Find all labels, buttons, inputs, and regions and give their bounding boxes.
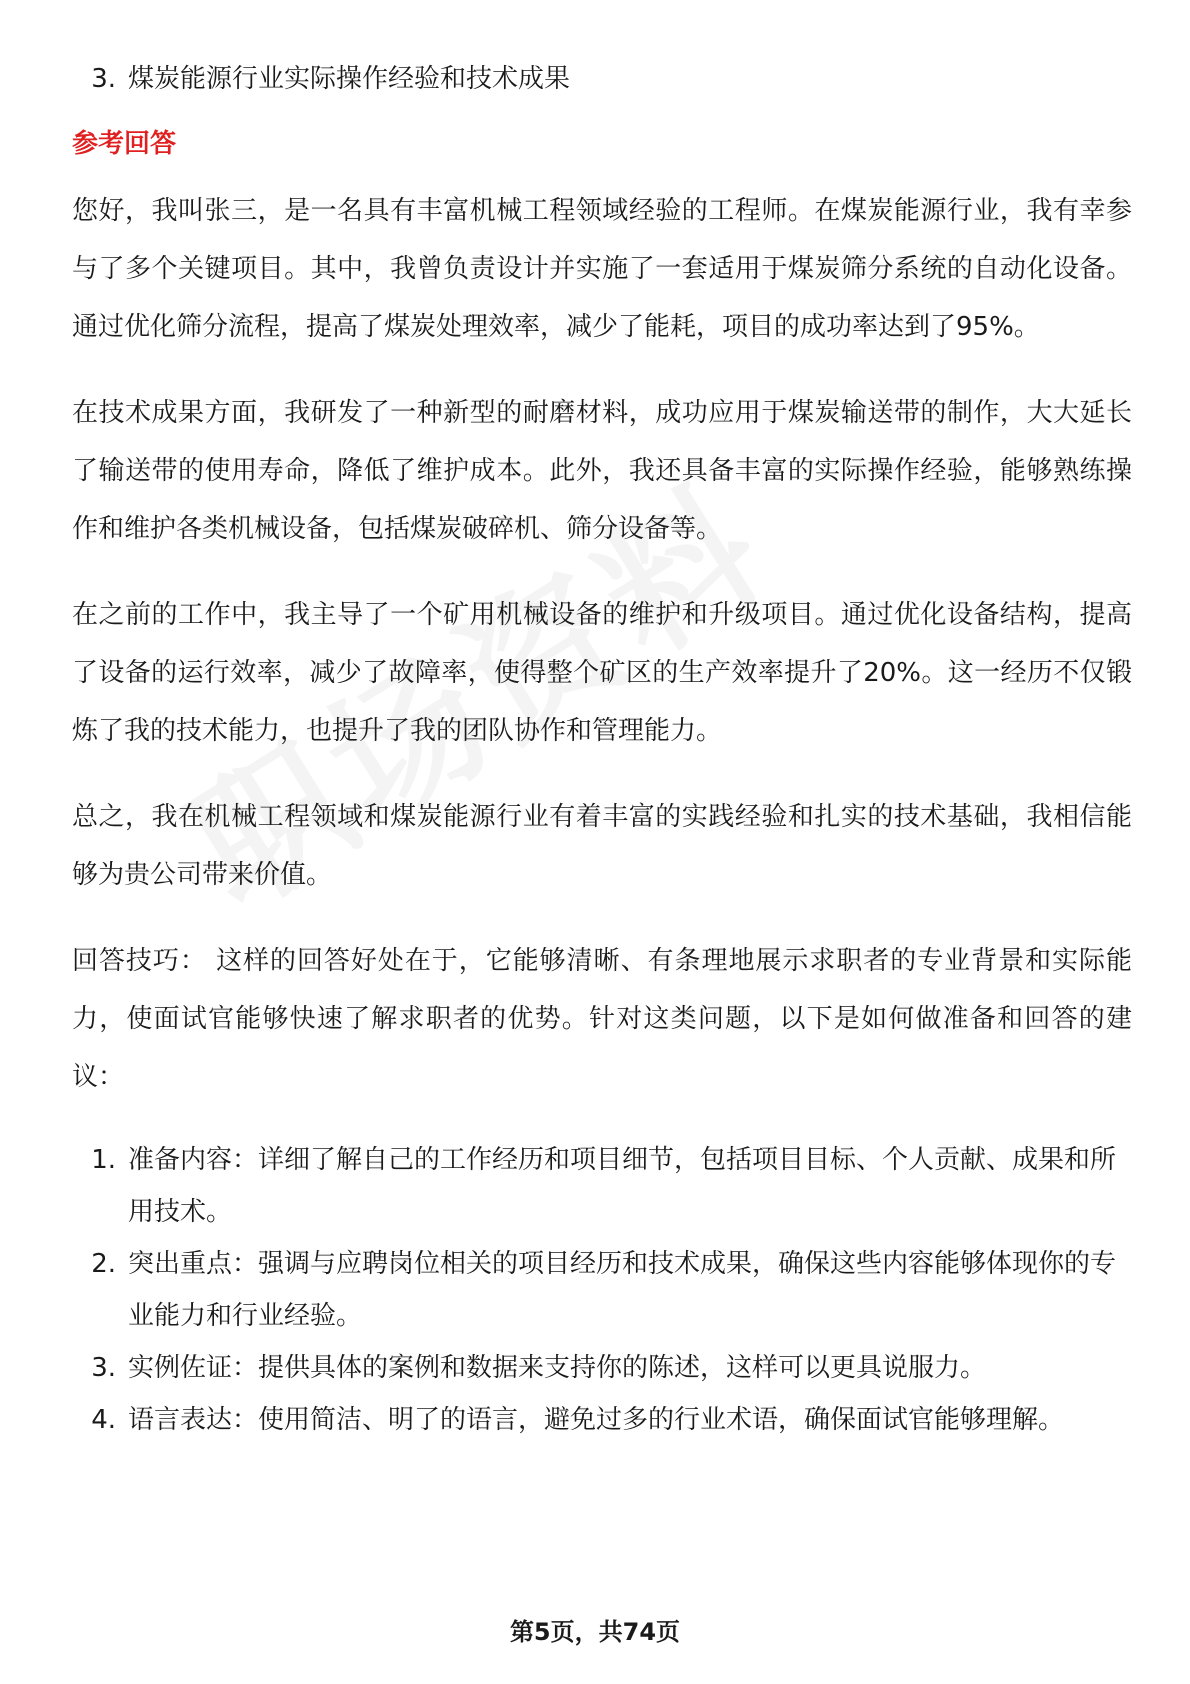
list-number: 2. bbox=[91, 1249, 116, 1279]
tips-list bbox=[72, 1134, 1132, 1446]
list-item-text: 语言表达：使用简洁、明了的语言，避免过多的行业术语，确保面试官能够理解。 bbox=[128, 1405, 1065, 1435]
list-number: 3. bbox=[91, 64, 116, 94]
page-footer: 第5页，共74页 bbox=[509, 1618, 681, 1646]
list-item-text: 准备内容：详细了解自己的工作经历和项目细节，包括项目目标、个人贡献、成果和所用技术。 bbox=[128, 1145, 1117, 1227]
paragraph: 在技术成果方面，我研发了一种新型的耐磨材料，成功应用于煤炭输送带的制作，大大延长了输送带的使用寿命，降低了维护成本。此外，我还具备丰富的实际操作经验，能够熟练操作和维护各类机械设备，包括煤炭破碎机、筛分设备等。 bbox=[72, 398, 1132, 544]
list-item bbox=[72, 1394, 1132, 1446]
paragraph: 在之前的工作中，我主导了一个矿用机械设备的维护和升级项目。通过优化设备结构，提高了设备的运行效率，减少了故障率，使得整个矿区的生产效率提升了20%。这一经历不仅锻炼了我的技术能力，也提升了我的团队协作和管理能力。 bbox=[72, 600, 1132, 746]
list-item-text: 突出重点：强调与应聘岗位相关的项目经历和技术成果，确保这些内容能够体现你的专业能力和行业经验。 bbox=[128, 1249, 1117, 1331]
paragraph: 总之，我在机械工程领域和煤炭能源行业有着丰富的实践经验和扎实的技术基础，我相信能够为贵公司带来价值。 bbox=[72, 802, 1132, 890]
list-item bbox=[72, 50, 1132, 108]
list-item bbox=[72, 1134, 1132, 1238]
section-title: 参考回答 bbox=[72, 129, 177, 159]
page-content bbox=[72, 50, 1132, 1446]
list-number: 1. bbox=[91, 1145, 116, 1175]
list-item bbox=[72, 1342, 1132, 1394]
list-item-text: 煤炭能源行业实际操作经验和技术成果 bbox=[128, 64, 571, 94]
list-item bbox=[72, 1238, 1132, 1342]
paragraph: 您好，我叫张三，是一名具有丰富机械工程领域经验的工程师。在煤炭能源行业，我有幸参与了多个关键项目。其中，我曾负责设计并实施了一套适用于煤炭筛分系统的自动化设备。通过优化筛分流程，提高了煤炭处理效率，减少了能耗，项目的成功率达到了95%。 bbox=[72, 196, 1132, 342]
list-number: 3. bbox=[91, 1353, 116, 1383]
list-item-text: 实例佐证：提供具体的案例和数据来支持你的陈述，这样可以更具说服力。 bbox=[128, 1353, 987, 1383]
paragraph: 回答技巧： 这样的回答好处在于，它能够清晰、有条理地展示求职者的专业背景和实际能力，使面试官能够快速了解求职者的优势。针对这类问题，以下是如何做准备和回答的建议： bbox=[72, 946, 1132, 1092]
list-number: 4. bbox=[91, 1405, 116, 1435]
